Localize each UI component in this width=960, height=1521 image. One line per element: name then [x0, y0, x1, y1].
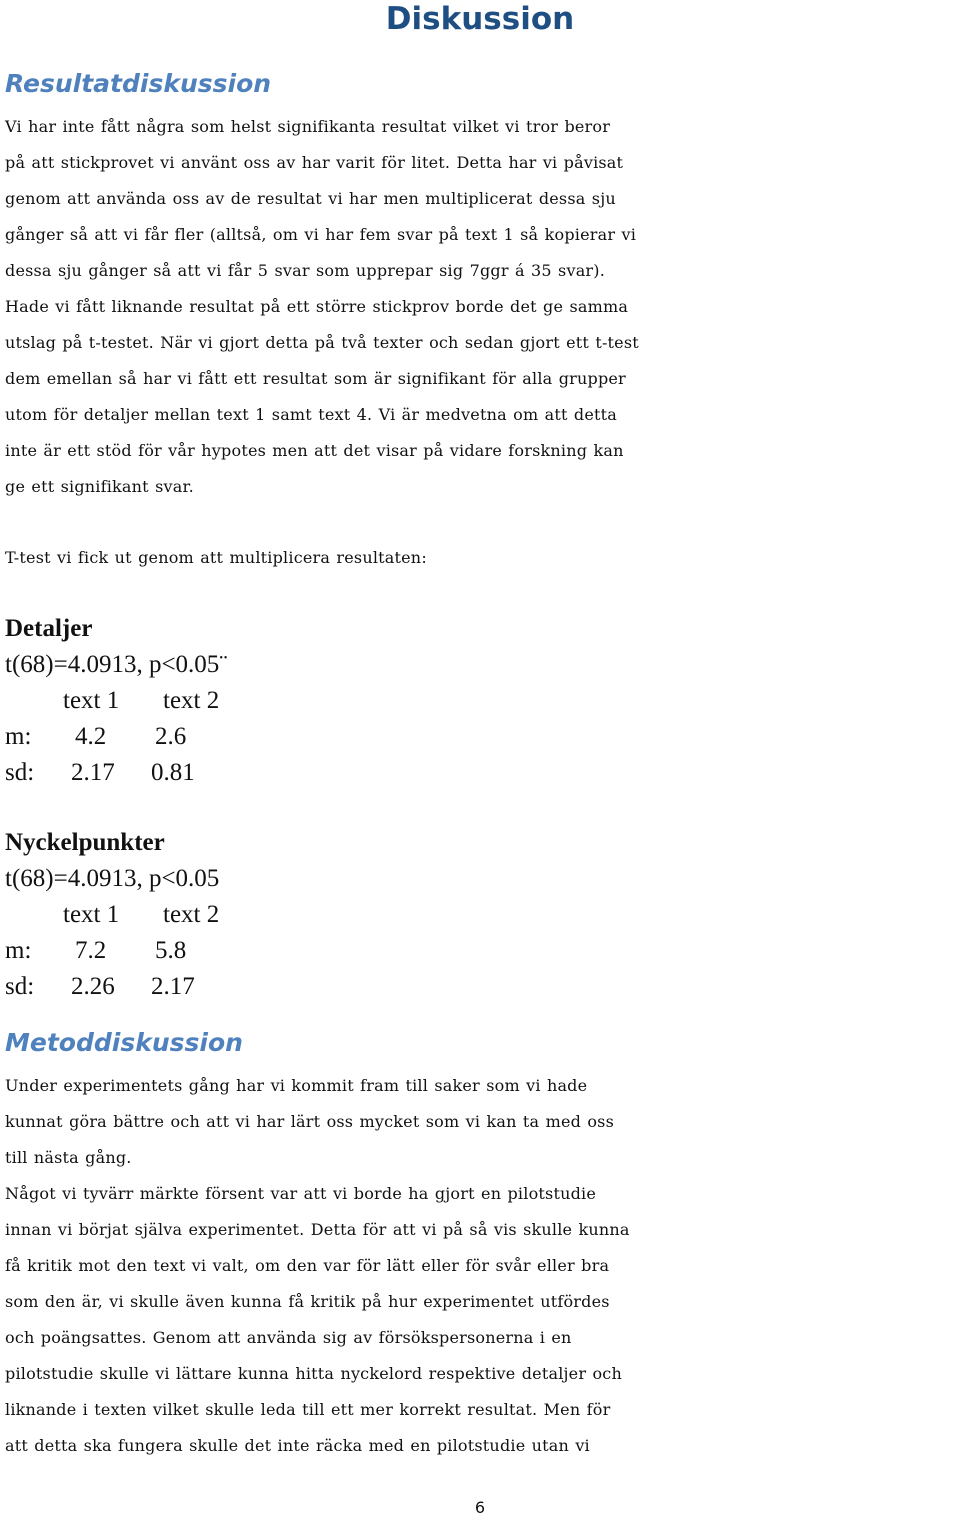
- paragraph-line: innan vi börjat själva experimentet. Detta för att vi på så vis skulle kunna: [5, 1220, 630, 1239]
- col-text-2: text 2: [163, 901, 220, 928]
- mean-text-2: 5.8: [155, 937, 187, 964]
- paragraph-line: dessa sju gånger så att vi får 5 svar som upprepar sig 7ggr á 35 svar).: [5, 261, 606, 280]
- paragraph-line: inte är ett stöd för vår hypotes men att det visar på vidare forskning kan: [5, 441, 624, 460]
- page-title: Diskussion: [385, 1, 575, 37]
- paragraph-line: Under experimentets gång har vi kommit fram till saker som vi hade: [5, 1076, 588, 1095]
- detaljer-mean-row: [5, 719, 405, 755]
- paragraph-line: Något vi tyvärr märkte försent var att vi borde ha gjort en pilotstudie: [5, 1184, 597, 1203]
- paragraph-line: Vi har inte fått några som helst signifikanta resultat vilket vi tror beror: [5, 117, 611, 136]
- nyckelpunkter-sd-row: [5, 969, 405, 1005]
- sd-label: sd:: [5, 973, 35, 1000]
- paragraph-line: gånger så att vi får fler (alltså, om vi har fem svar på text 1 så kopierar vi: [5, 225, 637, 244]
- nyckelpunkter-ttest: t(68)=4.0913, p<0.05: [5, 865, 220, 892]
- detaljer-sd-row: [5, 755, 405, 791]
- paragraph-line: pilotstudie skulle vi lättare kunna hitta nyckelord respektive detaljer och: [5, 1364, 622, 1383]
- section-heading-metoddiskussion: Metoddiskussion: [5, 1028, 243, 1057]
- metoddiskussion-paragraph: [5, 1068, 957, 1464]
- ttest-intro-text: T-test vi fick ut genom att multiplicera resultaten:: [5, 548, 427, 567]
- paragraph-line: att detta ska fungera skulle det inte räcka med en pilotstudie utan vi: [5, 1436, 590, 1455]
- mean-text-1: 4.2: [75, 723, 107, 750]
- paragraph-line: Hade vi fått liknande resultat på ett större stickprov borde det ge samma: [5, 297, 629, 316]
- sd-text-1: 2.26: [71, 973, 115, 1000]
- paragraph-line: dem emellan så har vi fått ett resultat som är signifikant för alla grupper: [5, 369, 626, 388]
- col-text-1: text 1: [63, 687, 120, 714]
- detaljer-title: Detaljer: [5, 615, 93, 642]
- sd-text-1: 2.17: [71, 759, 115, 786]
- paragraph-line: utom för detaljer mellan text 1 samt text 4. Vi är medvetna om att detta: [5, 405, 617, 424]
- sd-text-2: 2.17: [151, 973, 195, 1000]
- nyckelpunkter-title: Nyckelpunkter: [5, 829, 165, 856]
- nyckelpunkter-stats: [5, 825, 405, 1005]
- paragraph-line: kunnat göra bättre och att vi har lärt oss mycket som vi kan ta med oss: [5, 1112, 615, 1131]
- mean-text-1: 7.2: [75, 937, 107, 964]
- page-number: 6: [474, 1498, 486, 1517]
- paragraph-line: på att stickprovet vi använt oss av har varit för litet. Detta har vi påvisat: [5, 153, 624, 172]
- paragraph-line: som den är, vi skulle även kunna få kritik på hur experimentet utfördes: [5, 1292, 610, 1311]
- paragraph-line: utslag på t-testet. När vi gjort detta på två texter och sedan gjort ett t-test: [5, 333, 639, 352]
- paragraph-line: till nästa gång.: [5, 1148, 132, 1167]
- sd-text-2: 0.81: [151, 759, 195, 786]
- detaljer-ttest: t(68)=4.0913, p<0.05¨: [5, 651, 228, 678]
- section-heading-resultatdiskussion: Resultatdiskussion: [5, 69, 272, 98]
- resultatdiskussion-paragraph: [5, 109, 957, 505]
- ttest-intro: [5, 540, 957, 576]
- paragraph-line: få kritik mot den text vi valt, om den var för lätt eller för svår eller bra: [5, 1256, 610, 1275]
- detaljer-header-row: [5, 683, 405, 719]
- sd-label: sd:: [5, 759, 35, 786]
- mean-label: m:: [5, 723, 32, 750]
- detaljer-stats: [5, 611, 405, 791]
- mean-text-2: 2.6: [155, 723, 187, 750]
- mean-label: m:: [5, 937, 32, 964]
- paragraph-line: ge ett signifikant svar.: [5, 477, 194, 496]
- nyckelpunkter-mean-row: [5, 933, 405, 969]
- paragraph-line: liknande i texten vilket skulle leda till ett mer korrekt resultat. Men för: [5, 1400, 611, 1419]
- col-text-2: text 2: [163, 687, 220, 714]
- paragraph-line: och poängsattes. Genom att använda sig av försökspersonerna i en: [5, 1328, 572, 1347]
- paragraph-line: genom att använda oss av de resultat vi har men multiplicerat dessa sju: [5, 189, 616, 208]
- col-text-1: text 1: [63, 901, 120, 928]
- nyckelpunkter-header-row: [5, 897, 405, 933]
